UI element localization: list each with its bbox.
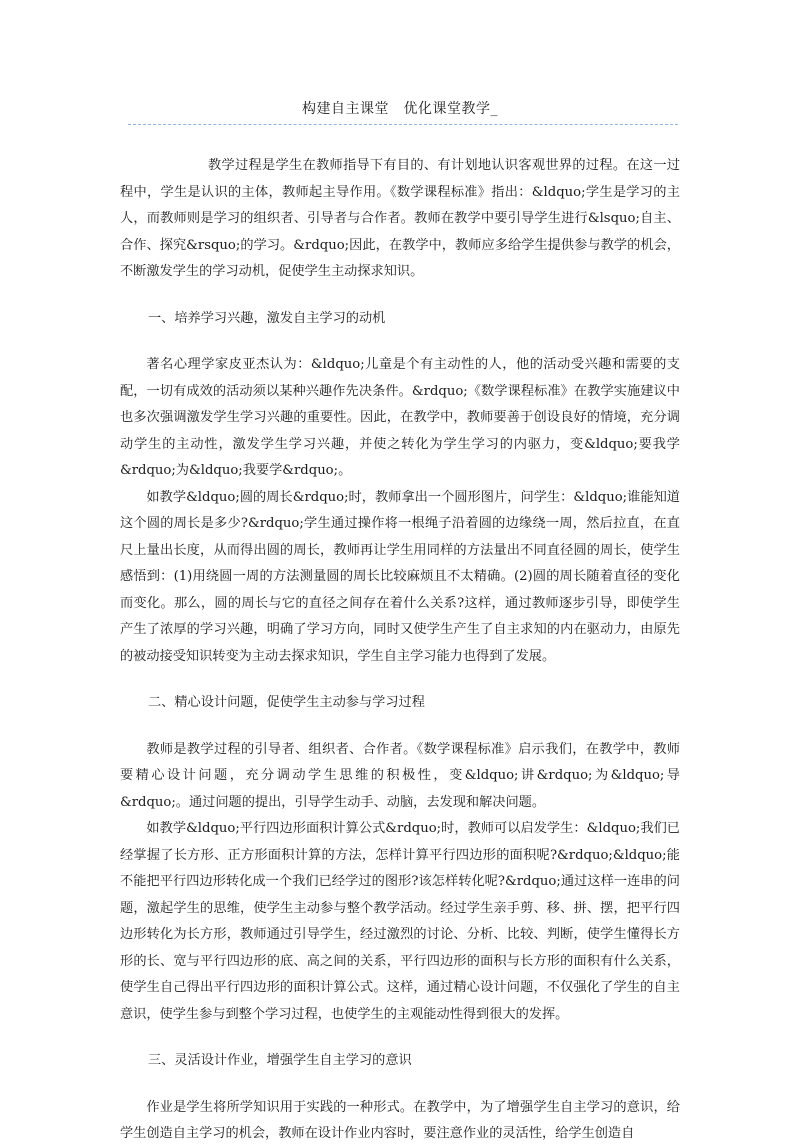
section-2-paragraph-2: 如教学&ldquo;平行四边形面积计算公式&rdquo;时，教师可以启发学生：&ldquo;我们已经掌握了长方形、正方形面积计算的方法，怎样计算平行四边形的面积呢?&rdquo;&ldquo;能不能把平行四边形转化成一个我们已经学过的图形?该怎样转化呢?&rdquo;通过这样一连串的问题，激起学生的思维，使学生主动参与整个教学活动。经过学生亲手剪、移、拼、摆，把平行四边形转化为长方形，教师通过引导学生，经过激烈的讨论、分析、比较、判断，使学生懂得长方形的长、宽与平行四边形的底、高之间的关系，平行四边形的面积与长方形的面积有什么关系，使学生自己得出平行四边形的面积计算公式。这样，通过精心设计问题，不仅强化了学生的自主意识，使学生参与到整个学习过程，也使学生的主观能动性得到很大的发挥。	[120, 821, 680, 1022]
section-heading-3: 三、灵活设计作业，增强学生自主学习的意识	[148, 1053, 412, 1068]
title-divider	[128, 124, 678, 125]
section-heading-2: 二、精心设计问题，促使学生主动参与学习过程	[148, 695, 425, 710]
document-body	[120, 153, 680, 1148]
section-2-paragraph-1: 教师是教学过程的引导者、组织者、合作者。《数学课程标准》启示我们，在教学中，教师要精心设计问题，充分调动学生思维的积极性，变&ldquo;讲&rdquo;为&ldquo;导&rdquo;。通过问题的提出，引导学生动手、动脑，去发现和解决问题。	[120, 741, 680, 810]
page-title: 构建自主课堂 优化课堂教学_	[302, 101, 498, 117]
intro-paragraph: 教学过程是学生在教师指导下有目的、有计划地认识客观世界的过程。在这一过程中，学生是认识的主体，教师起主导作用。《数学课程标准》指出：&ldquo;学生是学习的主人，而教师则是学习的组织者、引导者与合作者。教师在教学中要引导学生进行&lsquo;自主、合作、探究&rsquo;的学习。&rdquo;因此，在教学中，教师应多给学生提供参与教学的机会，不断激发学生的学习动机，促使学生主动探求知识。	[120, 158, 680, 279]
section-3-paragraph-1: 作业是学生将所学知识用于实践的一种形式。在教学中，为了增强学生自主学习的意识，给学生创造自主学习的机会，教师在设计作业内容时，要注意作业的灵活性，给学生创造自	[120, 1099, 680, 1141]
section-1-paragraph-2: 如教学&ldquo;圆的周长&rdquo;时，教师拿出一个圆形图片，问学生：&ldquo;谁能知道这个圆的周长是多少?&rdquo;学生通过操作将一根绳子沿着圆的边缘绕一周，然后拉直，在直尺上量出长度，从而得出圆的周长，教师再让学生用同样的方法量出不同直径圆的周长，使学生感悟到：(1)用绕圆一周的方法测量圆的周长比较麻烦且不太精确。(2)圆的周长随着直径的变化而变化。那么，圆的周长与它的直径之间存在着什么关系?这样，通过教师逐步引导，即使学生产生了浓厚的学习兴趣，明确了学习方向，同时又使学生产生了自主求知的内在驱动力，由原先的被动接受知识转变为主动去探求知识，学生自主学习能力也得到了发展。	[120, 489, 680, 664]
section-1-paragraph-1: 著名心理学家皮亚杰认为：&ldquo;儿童是个有主动性的人，他的活动受兴趣和需要的支配，一切有成效的活动须以某种兴趣作先决条件。&rdquo;《数学课程标准》在教学实施建议中也多次强调激发学生学习兴趣的重要性。因此，在教学中，教师要善于创设良好的情境，充分调动学生的主动性，激发学生学习兴趣，并使之转化为学生学习的内驱力，变&ldquo;要我学&rdquo;为&ldquo;我要学&rdquo;。	[120, 357, 680, 478]
section-heading-1: 一、培养学习兴趣，激发自主学习的动机	[148, 310, 386, 326]
